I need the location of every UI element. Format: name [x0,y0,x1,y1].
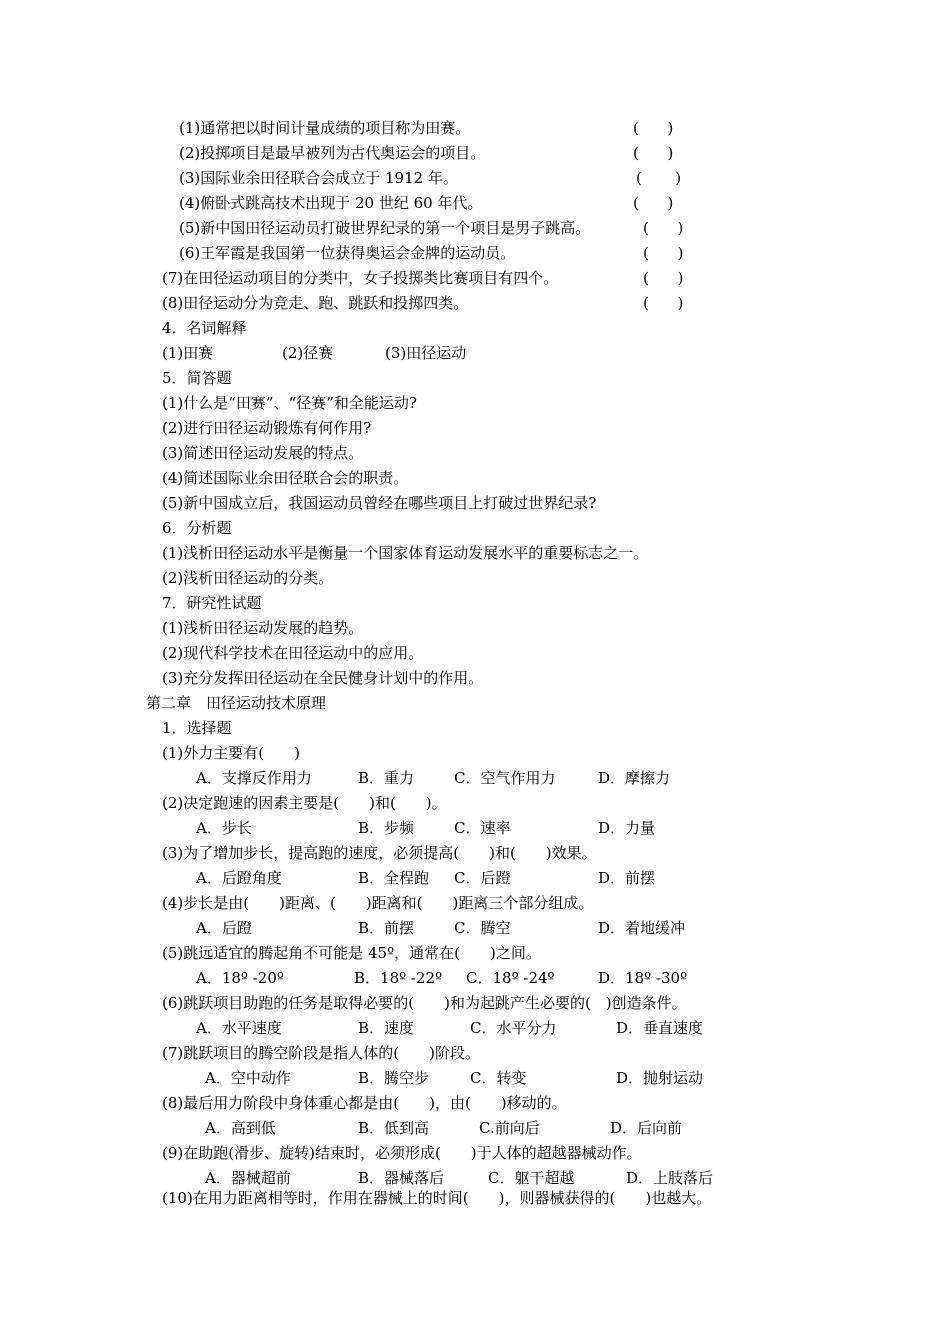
option-c: C．后蹬 [454,869,511,887]
term-item: (3)田径运动 [385,344,467,362]
section-title-short-answer: 5．简答题 [162,369,232,387]
option-c: C．水平分力 [470,1019,557,1037]
option-d: D．摩擦力 [598,769,671,787]
option-d: D．上肢落后 [626,1169,714,1187]
judge-answer-blank: ( ) [643,294,684,312]
judge-item-4: (4)俯卧式跳高技术出现于 20 世纪 60 年代。 [179,194,483,212]
judge-item-1: (1)通常把以时间计量成绩的项目称为田赛。 [179,119,471,137]
option-b: B．步频 [358,819,415,837]
section-title-term-definition: 4．名词解释 [162,319,247,337]
option-d: D．18º -30º [598,969,688,987]
research-item: (2)现代科学技术在田径运动中的应用。 [162,644,424,662]
analysis-item: (1)浅析田径运动水平是衡量一个国家体育运动发展水平的重要标志之一。 [162,544,649,562]
judge-item-7: (7)在田径运动项目的分类中，女子投掷类比赛项目有四个。 [162,269,559,287]
term-item: (2)径赛 [282,344,334,362]
choice-question-9: (9)在助跑(滑步、旋转)结束时，必须形成( )于人体的超越器械动作。 [162,1144,642,1162]
option-c: C．腾空 [454,919,511,937]
judge-answer-blank: ( ) [633,144,674,162]
option-b: B．低到高 [358,1119,430,1137]
option-a: A．步长 [196,819,252,837]
option-d: D．着地缓冲 [598,919,686,937]
choice-question-1: (1)外力主要有( ) [162,744,300,762]
choice-question-8: (8)最后用力阶段中身体重心都是由( )，由( )移动的。 [162,1094,567,1112]
option-a: A．高到低 [205,1119,276,1137]
judge-answer-blank: ( ) [636,169,682,187]
option-d: D．抛射运动 [616,1069,704,1087]
option-a: A．18º -20º [196,969,284,987]
choice-question-3: (3)为了增加步长，提高跑的速度，必须提高( )和( )效果。 [162,844,597,862]
option-b: B．腾空步 [358,1069,430,1087]
option-a: A．支撑反作用力 [196,769,312,787]
judge-answer-blank: ( ) [633,119,674,137]
option-b: B．重力 [358,769,415,787]
short-answer-item: (5)新中国成立后，我国运动员曾经在哪些项目上打破过世界纪录? [162,494,597,512]
judge-answer-blank: ( ) [633,194,674,212]
judge-answer-blank: ( ) [643,244,684,262]
option-a: A．后蹬角度 [196,869,282,887]
judge-item-5: (5)新中国田径运动员打破世界纪录的第一个项目是男子跳高。 [179,219,591,237]
analysis-item: (2)浅析田径运动的分类。 [162,569,334,587]
option-c: C．转变 [470,1069,527,1087]
research-item: (1)浅析田径运动发展的趋势。 [162,619,364,637]
option-d: D．力量 [598,819,656,837]
short-answer-item: (3)简述田径运动发展的特点。 [162,444,364,462]
choice-question-5: (5)跳远适宜的腾起角不可能是 45º，通常在( )之间。 [162,944,541,962]
choice-question-6: (6)跳跃项目助跑的任务是取得必要的( )和为起跳产生必要的( )创造条件。 [162,994,687,1012]
section-title-multiple-choice: 1．选择题 [162,719,232,737]
chapter-title: 第二章 田径运动技术原理 [146,694,327,712]
option-c: C．18º -24º [466,969,555,987]
short-answer-item: (4)简述国际业余田径联合会的职责。 [162,469,409,487]
judge-answer-blank: ( ) [643,219,684,237]
judge-answer-blank: ( ) [643,269,684,287]
option-b: B．全程跑 [358,869,430,887]
judge-item-3: (3)国际业余田径联合会成立于 1912 年。 [179,169,458,187]
term-item: (1)田赛 [162,344,214,362]
choice-question-2: (2)决定跑速的因素主要是( )和( )。 [162,794,447,812]
section-title-analysis: 6．分析题 [162,519,232,537]
option-c: C．躯干超越 [488,1169,575,1187]
option-b: B．18º -22º [354,969,443,987]
judge-item-2: (2)投掷项目是最早被列为古代奥运会的项目。 [179,144,486,162]
option-a: A．水平速度 [196,1019,282,1037]
option-a: A．后蹬 [196,919,252,937]
option-a: A．空中动作 [205,1069,291,1087]
option-a: A．器械超前 [205,1169,291,1187]
option-c: C．空气作用力 [454,769,556,787]
option-d: D．前摆 [598,869,656,887]
option-b: B．前摆 [358,919,415,937]
section-title-research: 7．研究性试题 [162,594,262,612]
judge-item-6: (6)王军霞是我国第一位获得奥运会金牌的运动员。 [179,244,516,262]
research-item: (3)充分发挥田径运动在全民健身计划中的作用。 [162,669,484,687]
option-c: C.前向后 [479,1119,540,1137]
option-c: C．速率 [454,819,511,837]
short-answer-item: (2)进行田径运动锻炼有何作用? [162,419,372,437]
judge-item-8: (8)田径运动分为竞走、跑、跳跃和投掷四类。 [162,294,469,312]
short-answer-item: (1)什么是“田赛”、“径赛”和全能运动? [162,394,417,412]
choice-question-4: (4)步长是由( )距离、( )距离和( )距离三个部分组成。 [162,894,594,912]
option-b: B．速度 [358,1019,415,1037]
choice-question-7: (7)跳跃项目的腾空阶段是指人体的( )阶段。 [162,1044,480,1062]
option-b: B．器械落后 [358,1169,445,1187]
option-d: D．后向前 [610,1119,683,1137]
choice-question-10: (10)在用力距离相等时，作用在器械上的时间( )，则器械获得的( )也越大。 [162,1189,712,1207]
option-d: D．垂直速度 [616,1019,704,1037]
